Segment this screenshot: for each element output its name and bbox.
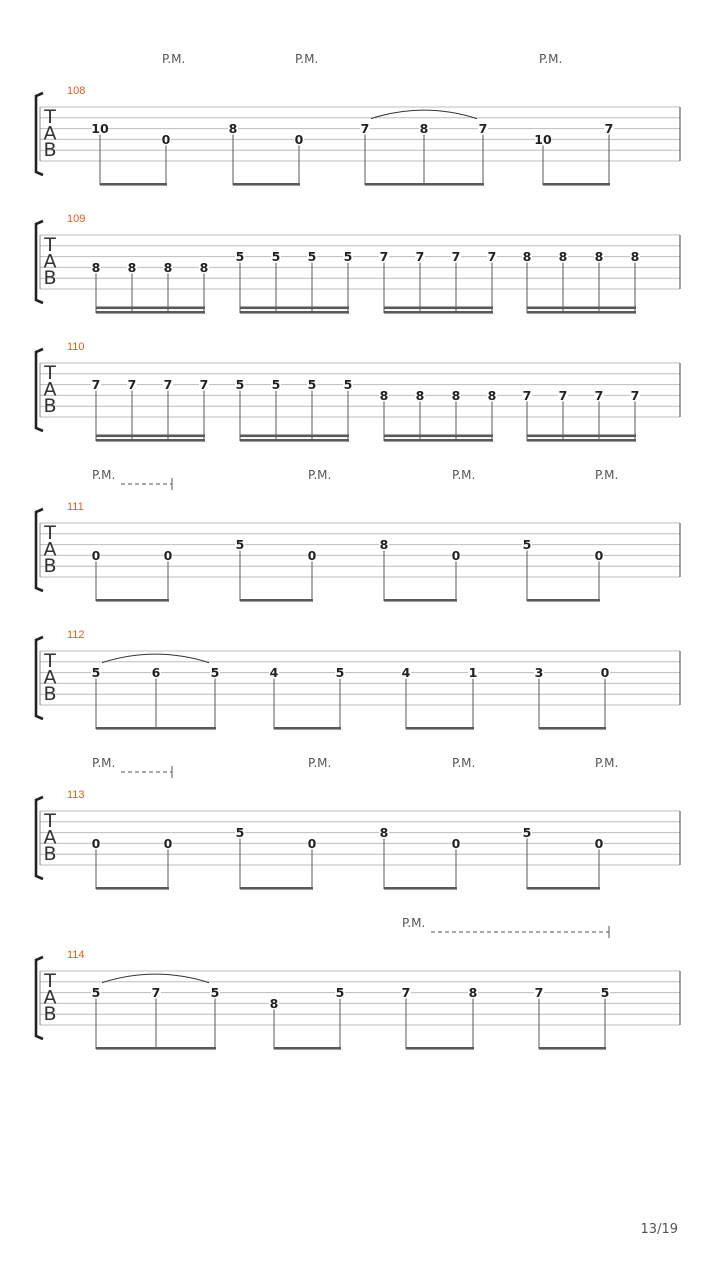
tab-clef-letter: A xyxy=(43,986,57,1009)
beam xyxy=(527,887,600,890)
fret-number: 0 xyxy=(307,835,317,851)
beam xyxy=(96,727,216,730)
beam xyxy=(384,887,457,890)
fret-number: 8 xyxy=(468,985,478,1001)
tab-clef-letter: T xyxy=(44,810,56,832)
tab-clef-letter: A xyxy=(43,122,57,145)
fret-number: 5 xyxy=(343,377,353,393)
beam xyxy=(240,307,349,310)
fret-number: 5 xyxy=(271,249,281,265)
fret-number: 0 xyxy=(163,547,173,563)
tab-clef-letter: A xyxy=(43,250,57,273)
fret-number: 0 xyxy=(91,835,101,851)
fret-number: 0 xyxy=(594,835,604,851)
tab-system xyxy=(36,629,680,730)
fret-number: 0 xyxy=(594,547,604,563)
measure-number: 111 xyxy=(67,501,84,513)
tab-clef-letter: A xyxy=(43,666,57,689)
fret-number: 0 xyxy=(91,547,101,563)
tab-system xyxy=(36,213,680,314)
fret-number: 7 xyxy=(199,377,209,393)
fret-number: 7 xyxy=(630,387,640,403)
fret-number: 5 xyxy=(235,249,245,265)
tab-clef-letter: T xyxy=(44,362,56,384)
beam xyxy=(96,887,169,890)
tab-clef-letter: A xyxy=(43,538,57,561)
measure-number: 109 xyxy=(67,213,86,225)
fret-number: 7 xyxy=(360,121,370,137)
palm-mute-label: P.M. xyxy=(308,468,332,482)
page-number: 13/19 xyxy=(640,1222,678,1237)
fret-number: 8 xyxy=(163,259,173,275)
beam xyxy=(539,727,606,730)
fret-number: 0 xyxy=(294,131,304,147)
beam xyxy=(274,727,341,730)
beam xyxy=(96,1047,216,1050)
beam xyxy=(100,183,167,186)
fret-number: 5 xyxy=(235,537,245,553)
fret-number: 7 xyxy=(604,121,614,137)
beam xyxy=(527,435,636,438)
tab-clef-letter: A xyxy=(43,826,57,849)
fret-number: 7 xyxy=(163,377,173,393)
palm-mute-label: P.M. xyxy=(295,52,319,66)
fret-number: 7 xyxy=(379,249,389,265)
fret-number: 5 xyxy=(335,985,345,1001)
beam xyxy=(240,311,349,314)
beam xyxy=(240,439,349,442)
beam xyxy=(96,307,205,310)
fret-number: 6 xyxy=(151,665,161,681)
beam xyxy=(96,435,205,438)
tab-clef-letter: B xyxy=(43,843,57,865)
measure-number: 112 xyxy=(67,629,85,641)
beam xyxy=(233,183,300,186)
fret-number: 7 xyxy=(401,985,411,1001)
beam xyxy=(384,599,457,602)
fret-number: 7 xyxy=(487,249,497,265)
palm-mute-label: P.M. xyxy=(452,756,476,770)
tab-system xyxy=(36,916,680,1050)
tab-clef-letter: T xyxy=(44,970,56,992)
palm-mute-label: P.M. xyxy=(308,756,332,770)
fret-number: 8 xyxy=(487,387,497,403)
beam xyxy=(96,599,169,602)
fret-number: 5 xyxy=(271,377,281,393)
beam xyxy=(240,599,313,602)
palm-mute-label: P.M. xyxy=(92,468,116,482)
measure-number: 113 xyxy=(67,789,85,801)
fret-number: 5 xyxy=(235,377,245,393)
fret-number: 0 xyxy=(161,131,171,147)
fret-number: 5 xyxy=(335,665,345,681)
fret-number: 3 xyxy=(534,665,544,681)
fret-number: 8 xyxy=(91,259,101,275)
fret-number: 5 xyxy=(307,249,317,265)
beam xyxy=(240,887,313,890)
fret-number: 8 xyxy=(630,249,640,265)
fret-number: 7 xyxy=(534,985,544,1001)
fret-number: 8 xyxy=(269,995,279,1011)
beam xyxy=(406,1047,474,1050)
palm-mute-label: P.M. xyxy=(92,756,116,770)
beam xyxy=(365,183,484,186)
fret-number: 5 xyxy=(91,985,101,1001)
tab-clef-letter: A xyxy=(43,378,57,401)
beam xyxy=(527,311,636,314)
beam xyxy=(274,1047,341,1050)
fret-number: 7 xyxy=(594,387,604,403)
fret-number: 8 xyxy=(415,387,425,403)
fret-number: 5 xyxy=(307,377,317,393)
fret-number: 8 xyxy=(379,537,389,553)
beam xyxy=(527,439,636,442)
fret-number: 8 xyxy=(379,387,389,403)
fret-number: 5 xyxy=(210,665,220,681)
fret-number: 0 xyxy=(163,835,173,851)
beam xyxy=(384,435,493,438)
tab-clef-letter: B xyxy=(43,683,57,705)
fret-number: 5 xyxy=(91,665,101,681)
fret-number: 5 xyxy=(210,985,220,1001)
fret-number: 8 xyxy=(522,249,532,265)
fret-number: 8 xyxy=(419,121,429,137)
fret-number: 7 xyxy=(478,121,488,137)
tab-clef-letter: T xyxy=(44,522,56,544)
tab-system xyxy=(36,52,680,186)
beam xyxy=(96,311,205,314)
fret-number: 7 xyxy=(127,377,137,393)
fret-number: 8 xyxy=(594,249,604,265)
beam xyxy=(539,1047,606,1050)
fret-number: 7 xyxy=(522,387,532,403)
fret-number: 10 xyxy=(91,121,109,137)
beam xyxy=(384,311,493,314)
tab-clef-letter: T xyxy=(44,650,56,672)
beam xyxy=(96,439,205,442)
fret-number: 8 xyxy=(228,121,238,137)
tab-clef-letter: B xyxy=(43,267,57,289)
tab-clef-letter: T xyxy=(44,234,56,256)
fret-number: 0 xyxy=(451,835,461,851)
tab-system xyxy=(36,341,680,442)
palm-mute-label: P.M. xyxy=(595,468,619,482)
fret-number: 8 xyxy=(558,249,568,265)
palm-mute-label: P.M. xyxy=(595,756,619,770)
beam xyxy=(406,727,474,730)
measure-number: 108 xyxy=(67,85,86,97)
beam xyxy=(384,307,493,310)
measure-number: 114 xyxy=(67,949,85,961)
fret-number: 8 xyxy=(379,825,389,841)
measure-number: 110 xyxy=(67,341,85,353)
fret-number: 1 xyxy=(468,665,478,681)
beam xyxy=(527,307,636,310)
palm-mute-label: P.M. xyxy=(162,52,186,66)
tab-clef-letter: T xyxy=(44,106,56,128)
fret-number: 4 xyxy=(269,665,279,681)
fret-number: 7 xyxy=(451,249,461,265)
palm-mute-label: P.M. xyxy=(402,916,426,930)
beam xyxy=(240,435,349,438)
beam xyxy=(543,183,610,186)
fret-number: 0 xyxy=(307,547,317,563)
fret-number: 8 xyxy=(127,259,137,275)
fret-number: 5 xyxy=(343,249,353,265)
tab-clef-letter: B xyxy=(43,139,57,161)
fret-number: 7 xyxy=(91,377,101,393)
tab-system xyxy=(36,468,680,602)
tab-system xyxy=(36,756,680,890)
fret-number: 5 xyxy=(600,985,610,1001)
palm-mute-label: P.M. xyxy=(539,52,563,66)
tab-clef-letter: B xyxy=(43,395,57,417)
fret-number: 7 xyxy=(151,985,161,1001)
fret-number: 0 xyxy=(600,665,610,681)
fret-number: 5 xyxy=(235,825,245,841)
beam xyxy=(384,439,493,442)
fret-number: 5 xyxy=(522,825,532,841)
fret-number: 0 xyxy=(451,547,461,563)
fret-number: 8 xyxy=(451,387,461,403)
fret-number: 5 xyxy=(522,537,532,553)
tab-clef-letter: B xyxy=(43,555,57,577)
tab-clef-letter: B xyxy=(43,1003,57,1025)
fret-number: 4 xyxy=(401,665,411,681)
fret-number: 8 xyxy=(199,259,209,275)
palm-mute-label: P.M. xyxy=(452,468,476,482)
beam xyxy=(527,599,600,602)
fret-number: 7 xyxy=(558,387,568,403)
fret-number: 7 xyxy=(415,249,425,265)
fret-number: 10 xyxy=(534,131,552,147)
